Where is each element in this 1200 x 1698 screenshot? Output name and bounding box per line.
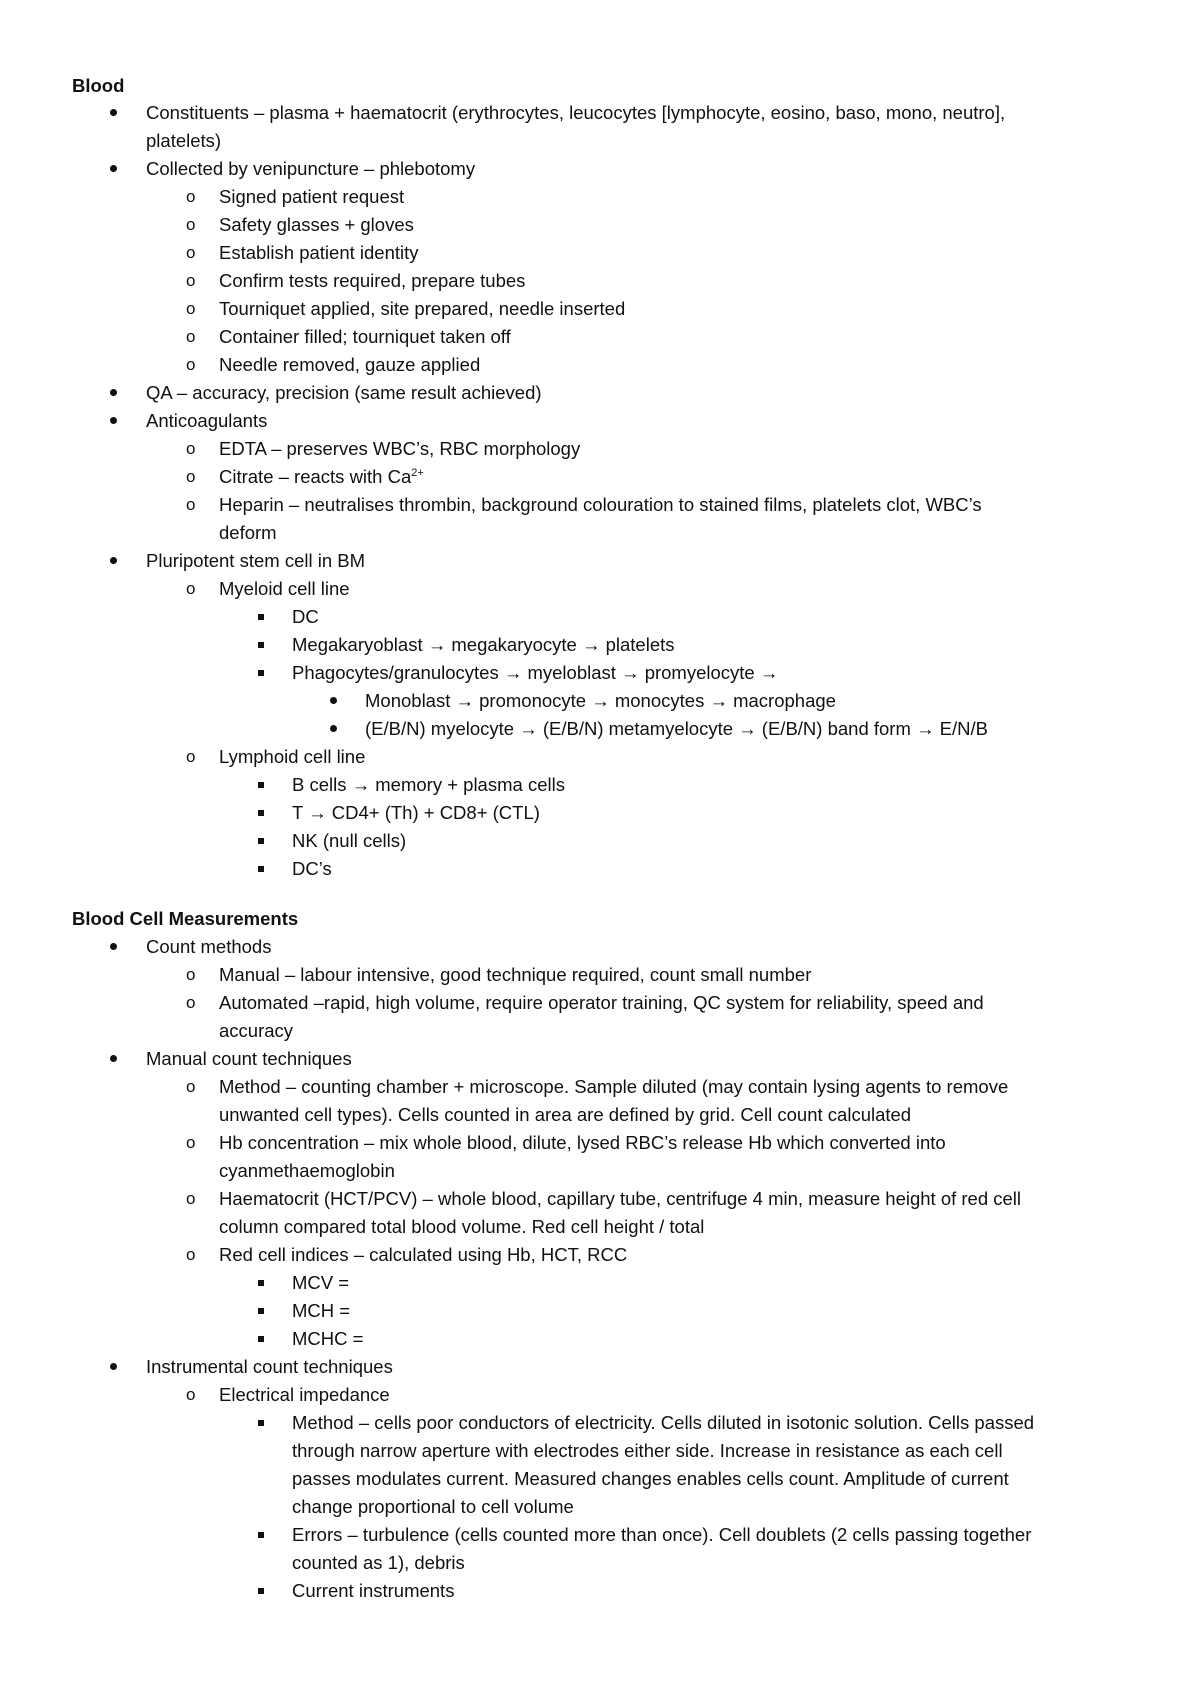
list-item: T → CD4+ (Th) + CD8+ (CTL) xyxy=(292,802,540,823)
list-item-continuation: passes modulates current. Measured changes enables cells count. Amplitude of current xyxy=(292,1468,1009,1489)
list-item xyxy=(219,463,424,490)
list-item: Collected by venipuncture – phlebotomy xyxy=(146,158,476,179)
list-item-continuation: through narrow aperture with electrodes either side. Increase in resistance as each cell xyxy=(292,1440,1003,1461)
bullet-icon xyxy=(110,1363,117,1370)
list-item: Myeloid cell line xyxy=(219,578,350,599)
circle-bullet-icon: o xyxy=(186,467,196,486)
list-item: Electrical impedance xyxy=(219,1384,390,1405)
list-item-continuation: unwanted cell types). Cells counted in area are defined by grid. Cell count calculated xyxy=(219,1104,912,1125)
circle-bullet-icon: o xyxy=(186,495,196,514)
square-bullet-icon xyxy=(258,1308,264,1314)
list-item: Method – counting chamber + microscope. Sample diluted (may contain lysing agents to remove xyxy=(219,1076,1009,1097)
list-item-continuation: deform xyxy=(219,522,277,543)
list-item: Manual – labour intensive, good technique required, count small number xyxy=(219,964,812,985)
citrate-text: Citrate – reacts with Ca xyxy=(219,466,412,487)
bullet-icon xyxy=(110,165,117,172)
square-bullet-icon xyxy=(258,1280,264,1286)
circle-bullet-icon: o xyxy=(186,1385,196,1404)
list-item: Constituents – plasma + haematocrit (erythrocytes, leucocytes [lymphocyte, eosino, baso, mono, neutro], xyxy=(146,102,1006,123)
circle-bullet-icon: o xyxy=(186,1077,196,1096)
list-item: Container filled; tourniquet taken off xyxy=(219,326,511,347)
bullet-icon xyxy=(110,417,117,424)
circle-bullet-icon: o xyxy=(186,993,196,1012)
circle-bullet-icon: o xyxy=(186,579,196,598)
list-item: Errors – turbulence (cells counted more than once). Cell doublets (2 cells passing together xyxy=(292,1524,1032,1545)
square-bullet-icon xyxy=(258,614,264,620)
list-item: Phagocytes/granulocytes → myeloblast → promyelocyte → xyxy=(292,662,779,683)
list-item: DC’s xyxy=(292,858,332,879)
list-item: Instrumental count techniques xyxy=(146,1356,393,1377)
list-item: QA – accuracy, precision (same result achieved) xyxy=(146,382,542,403)
heading-blood: Blood xyxy=(72,75,125,96)
square-bullet-icon xyxy=(258,642,264,648)
square-bullet-icon xyxy=(258,866,264,872)
list-item-continuation: accuracy xyxy=(219,1020,294,1041)
list-item-continuation: platelets) xyxy=(146,130,222,151)
list-item: NK (null cells) xyxy=(292,830,407,851)
circle-bullet-icon: o xyxy=(186,243,196,262)
circle-bullet-icon: o xyxy=(186,271,196,290)
list-item: Signed patient request xyxy=(219,186,405,207)
circle-bullet-icon: o xyxy=(186,299,196,318)
circle-bullet-icon: o xyxy=(186,439,196,458)
bullet-icon xyxy=(110,557,117,564)
circle-bullet-icon: o xyxy=(186,187,196,206)
calcium-charge: 2+ xyxy=(411,466,424,479)
circle-bullet-icon: o xyxy=(186,747,196,766)
list-item: MCV = xyxy=(292,1272,350,1293)
bullet-icon xyxy=(330,725,337,732)
square-bullet-icon xyxy=(258,782,264,788)
square-bullet-icon xyxy=(258,1588,264,1594)
square-bullet-icon xyxy=(258,670,264,676)
list-item: Count methods xyxy=(146,936,272,957)
list-item: Hb concentration – mix whole blood, dilute, lysed RBC’s release Hb which converted into xyxy=(219,1132,946,1153)
square-bullet-icon xyxy=(258,838,264,844)
circle-bullet-icon: o xyxy=(186,1189,196,1208)
circle-bullet-icon: o xyxy=(186,965,196,984)
list-item: MCHC = xyxy=(292,1328,364,1349)
circle-bullet-icon: o xyxy=(186,1133,196,1152)
list-item: Red cell indices – calculated using Hb, HCT, RCC xyxy=(219,1244,628,1265)
bullet-icon xyxy=(110,1055,117,1062)
square-bullet-icon xyxy=(258,810,264,816)
list-item: B cells → memory + plasma cells xyxy=(292,774,565,795)
list-item: Tourniquet applied, site prepared, needle inserted xyxy=(219,298,626,319)
bullet-icon xyxy=(330,697,337,704)
list-item: Safety glasses + gloves xyxy=(219,214,414,235)
list-item: Establish patient identity xyxy=(219,242,419,263)
list-item: Method – cells poor conductors of electricity. Cells diluted in isotonic solution. Cells passed xyxy=(292,1412,1035,1433)
list-item: Monoblast → promonocyte → monocytes → macrophage xyxy=(365,690,836,711)
square-bullet-icon xyxy=(258,1532,264,1538)
list-item-continuation: change proportional to cell volume xyxy=(292,1496,574,1517)
list-item: Pluripotent stem cell in BM xyxy=(146,550,366,571)
heading-blood-cell-measurements: Blood Cell Measurements xyxy=(72,908,299,929)
list-item: Automated –rapid, high volume, require operator training, QC system for reliability, speed and xyxy=(219,992,984,1013)
list-item: MCH = xyxy=(292,1300,351,1321)
list-item: Manual count techniques xyxy=(146,1048,352,1069)
bullet-icon xyxy=(110,109,117,116)
list-item: DC xyxy=(292,606,319,627)
list-item: Heparin – neutralises thrombin, background colouration to stained films, platelets clot, WBC’s xyxy=(219,494,982,515)
circle-bullet-icon: o xyxy=(186,215,196,234)
bullet-icon xyxy=(110,943,117,950)
square-bullet-icon xyxy=(258,1336,264,1342)
list-item-continuation: cyanmethaemoglobin xyxy=(219,1160,395,1181)
list-item: Needle removed, gauze applied xyxy=(219,354,481,375)
list-item: Haematocrit (HCT/PCV) – whole blood, capillary tube, centrifuge 4 min, measure height of red cell xyxy=(219,1188,1022,1209)
list-item: Megakaryoblast → megakaryocyte → platelets xyxy=(292,634,675,655)
bullet-icon xyxy=(110,389,117,396)
list-item: Lymphoid cell line xyxy=(219,746,366,767)
list-item: (E/B/N) myelocyte → (E/B/N) metamyelocyte → (E/B/N) band form → E/N/B xyxy=(365,718,988,739)
list-item: Current instruments xyxy=(292,1580,455,1601)
list-item: Confirm tests required, prepare tubes xyxy=(219,270,526,291)
list-item-continuation: column compared total blood volume. Red cell height / total xyxy=(219,1216,705,1237)
circle-bullet-icon: o xyxy=(186,327,196,346)
circle-bullet-icon: o xyxy=(186,1245,196,1264)
list-item: Anticoagulants xyxy=(146,410,268,431)
list-item-continuation: counted as 1), debris xyxy=(292,1552,465,1573)
square-bullet-icon xyxy=(258,1420,264,1426)
list-item: EDTA – preserves WBC’s, RBC morphology xyxy=(219,438,581,459)
circle-bullet-icon: o xyxy=(186,355,196,374)
